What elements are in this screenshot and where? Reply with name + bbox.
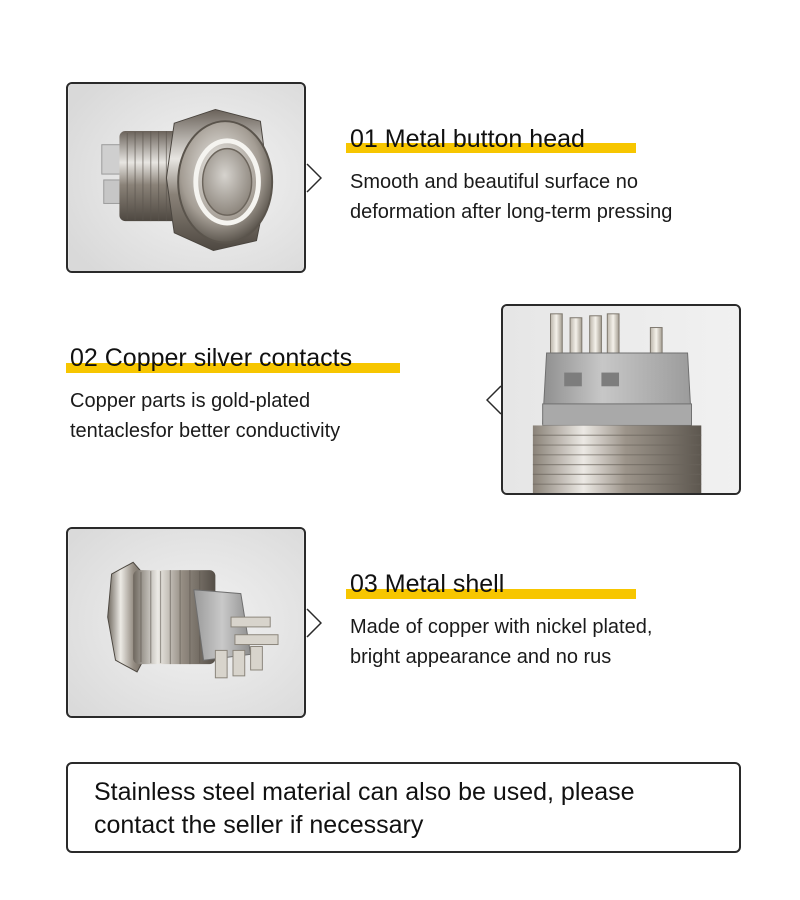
feature-title: 03 Metal shell [350, 570, 505, 598]
pointer-right-icon [306, 608, 322, 638]
metal-shell-photo [66, 527, 306, 718]
metal-button-head-photo [66, 82, 306, 273]
pointer-left-icon [486, 385, 502, 415]
feature-description-line: Made of copper with nickel plated, [350, 616, 653, 638]
feature-title: 01 Metal button head [350, 125, 585, 153]
seller-note-line: contact the seller if necessary [94, 811, 424, 839]
copper-contacts-photo [501, 304, 741, 495]
pointer-right-icon [306, 163, 322, 193]
feature-description-line: deformation after long-term pressing [350, 201, 673, 223]
feature-description-line: Smooth and beautiful surface no [350, 171, 638, 193]
seller-note-line: Stainless steel material can also be used, please [94, 778, 635, 806]
feature-description-line: Copper parts is gold-plated [70, 390, 311, 412]
seller-note-box [66, 762, 741, 853]
feature-title: 02 Copper silver contacts [70, 344, 353, 372]
feature-description-line: bright appearance and no rus [350, 646, 612, 668]
feature-description-line: tentaclesfor better conductivity [70, 420, 341, 442]
